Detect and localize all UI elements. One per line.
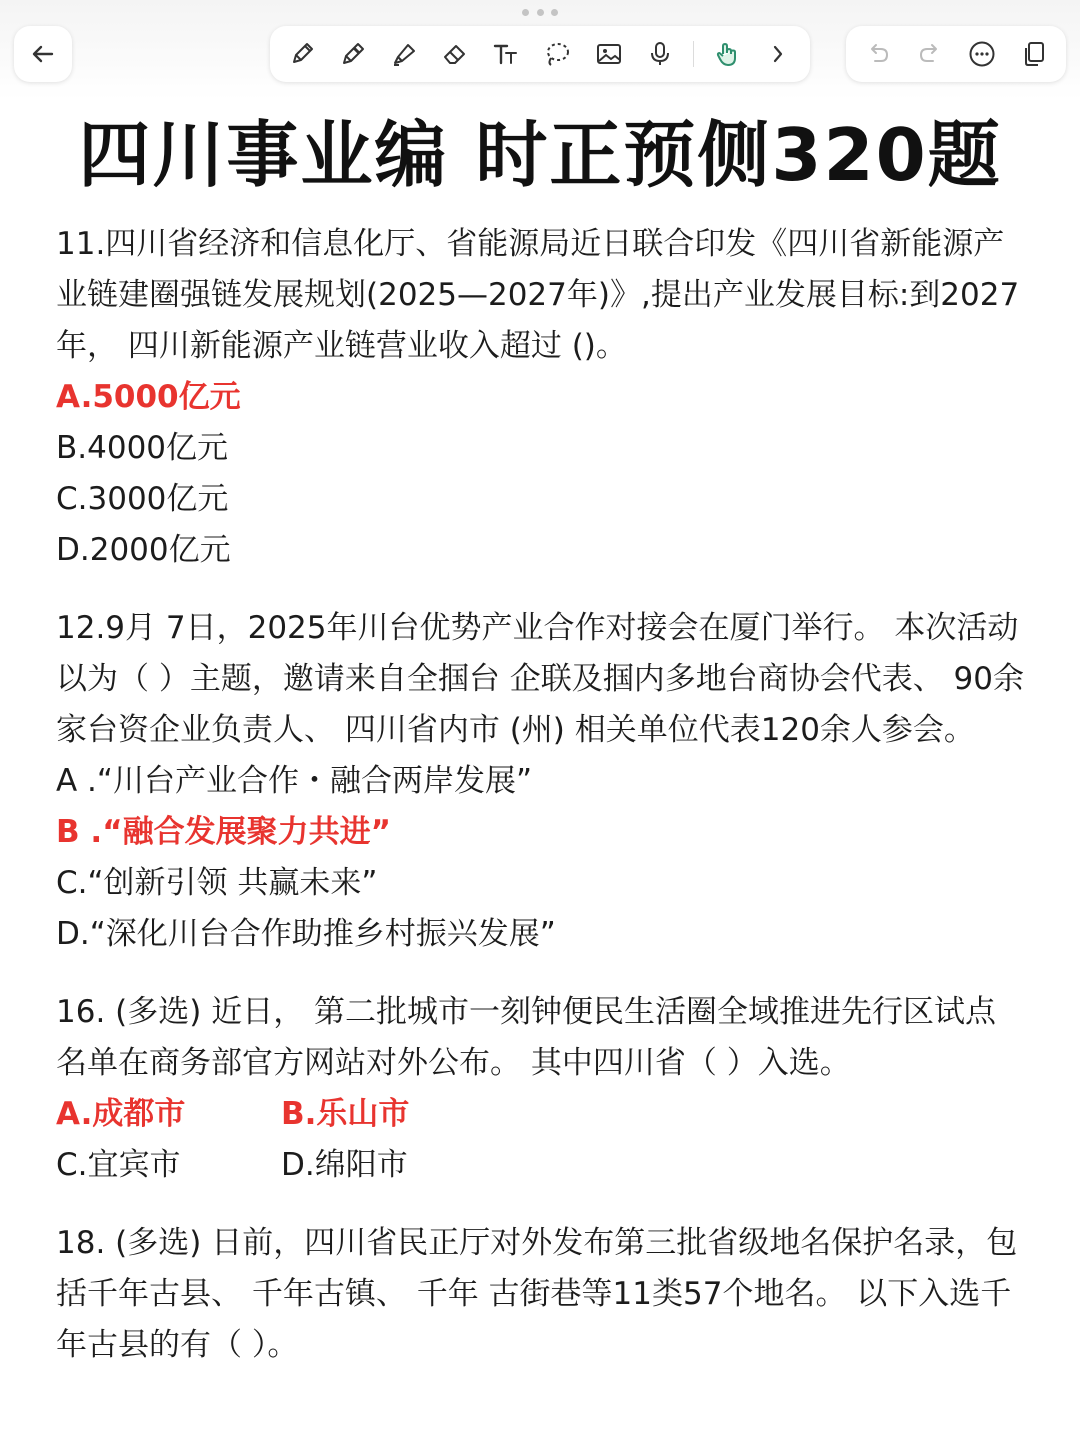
document-actions-bar xyxy=(846,26,1066,82)
option-b: B.4000亿元 xyxy=(56,430,229,466)
option-a: A.5000亿元 xyxy=(56,379,241,415)
question-12 xyxy=(56,603,1026,960)
undo-icon[interactable] xyxy=(860,36,896,72)
option-d: D.绵阳市 xyxy=(281,1147,408,1183)
option-c: C.3000亿元 xyxy=(56,481,229,517)
question-stem: 11.四川省经济和信息化厅、省能源局近日联合印发《四川省新能源产业链建圈强链发展规划(2025—2027年)》,提出产业发展目标:到2027年， 四川新能源产业链营业收入超过 ()。 xyxy=(56,226,1020,364)
option-d: D.“深化川台合作助推乡村振兴发展” xyxy=(56,916,556,952)
question-stem: 18. (多选) 日前，四川省民正厅对外发布第三批省级地名保护名录，包括千年古县、 千年古镇、 千年 古街巷等11类57个地名。 以下入选千年古县的有（ ）。 xyxy=(56,1225,1018,1363)
more-icon[interactable] xyxy=(964,36,1000,72)
pen-icon[interactable] xyxy=(284,36,320,72)
chevron-right-icon[interactable] xyxy=(760,36,796,72)
top-toolbar-area xyxy=(0,0,1080,100)
page-title: 四川事业编 时正预侧320题 xyxy=(78,113,1002,197)
option-b: B.乐山市 xyxy=(281,1096,410,1132)
option-c: C.“创新引领 共赢未来” xyxy=(56,865,378,901)
redo-icon[interactable] xyxy=(912,36,948,72)
option-d: D.2000亿元 xyxy=(56,532,231,568)
back-button[interactable] xyxy=(14,26,72,82)
microphone-icon[interactable] xyxy=(642,36,678,72)
touch-hand-icon[interactable] xyxy=(709,36,745,72)
drawing-tools-bar xyxy=(270,26,810,82)
window-drag-handle[interactable] xyxy=(522,9,558,17)
fountain-pen-icon[interactable] xyxy=(335,36,371,72)
image-icon[interactable] xyxy=(591,36,627,72)
option-row xyxy=(56,1140,1026,1191)
back-arrow-icon xyxy=(29,40,57,68)
option-c: C.宜宾市 xyxy=(56,1147,181,1183)
highlighter-icon[interactable] xyxy=(386,36,422,72)
lasso-icon[interactable] xyxy=(539,36,575,72)
option-a: A .“川台产业合作・融合两岸发展” xyxy=(56,763,533,799)
question-16 xyxy=(56,987,1026,1191)
option-a: A.成都市 xyxy=(56,1096,186,1132)
eraser-icon[interactable] xyxy=(437,36,473,72)
question-stem: 12.9月 7日，2025年川台优势产业合作对接会在厦门举行。 本次活动以为（ ）主题，邀请来自全掴台 企联及掴内多地台商协会代表、 90余家台资企业负责人、 四川省内市 (州) 相关单位代表120余人参会。 xyxy=(56,610,1025,748)
text-tool-icon[interactable] xyxy=(488,36,524,72)
question-18 xyxy=(56,1218,1026,1371)
option-row xyxy=(56,1089,1026,1140)
question-stem: 16. (多选) 近日， 第二批城市一刻钟便民生活圈全域推进先行区试点名单在商务部官方网站对外公布。 其中四川省（ ）入选。 xyxy=(56,994,997,1081)
pages-icon[interactable] xyxy=(1016,36,1052,72)
document-body xyxy=(56,219,1026,1398)
option-b: B .“融合发展聚力共进” xyxy=(56,814,391,850)
toolbar-divider xyxy=(693,41,694,67)
question-11 xyxy=(56,219,1026,576)
